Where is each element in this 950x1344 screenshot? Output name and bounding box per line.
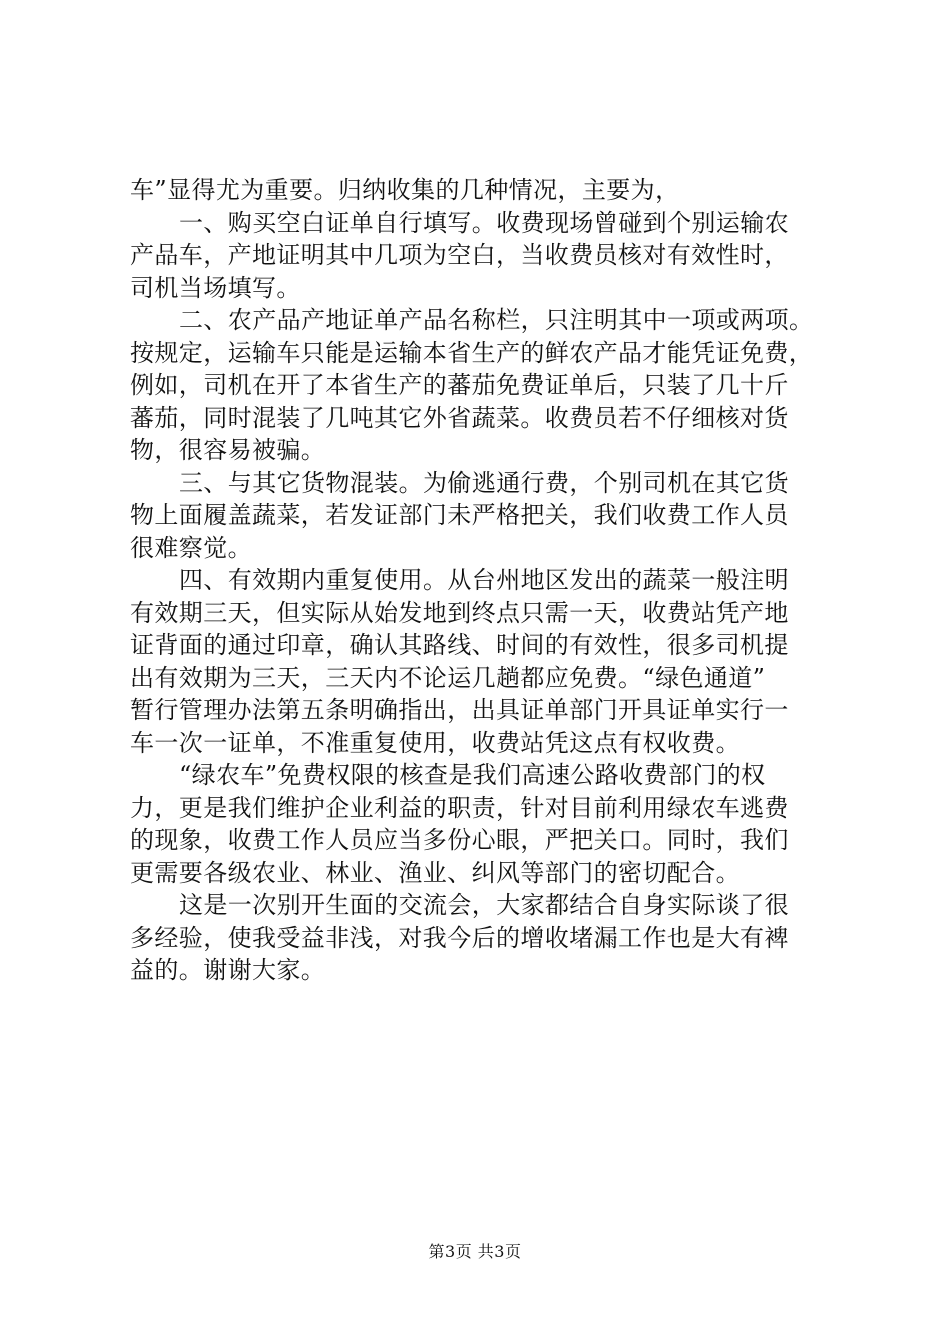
- text-line: 多经验，使我受益非浅，对我今后的增收堵漏工作也是大有裨: [130, 923, 789, 952]
- text-line: 一、购买空白证单自行填写。收费现场曾碰到个别运输农: [179, 208, 789, 237]
- text-line: 二、农产品产地证单产品名称栏，只注明其中一项或两项。: [179, 306, 814, 334]
- text-line: 例如，司机在开了本省生产的蕃茄免费证单后，只装了几十斤: [130, 371, 789, 399]
- text-line: 力，更是我们维护企业利益的职责，针对目前利用绿农车逃费: [130, 793, 789, 822]
- text-line: 很难察觉。: [130, 533, 252, 562]
- text-line: 有效期三天，但实际从始发地到终点只需一天，收费站凭产地: [130, 598, 789, 627]
- text-line: “绿农车”免费权限的核查是我们高速公路收费部门的权: [179, 761, 766, 789]
- text-line: 暂行管理办法第五条明确指出，出具证单部门开具证单实行一: [130, 696, 789, 724]
- text-line: 证背面的通过印章，确认其路线、时间的有效性，很多司机提: [130, 631, 789, 659]
- text-line: 三、与其它货物混装。为偷逃通行费，个别司机在其它货: [179, 468, 789, 497]
- text-line: 这是一次别开生面的交流会，大家都结合自身实际谈了很: [179, 891, 789, 919]
- text-line: 车一次一证单，不准重复使用，收费站凭这点有权收费。: [130, 728, 740, 757]
- text-line: 物，很容易被骗。: [130, 436, 326, 464]
- text-line: 司机当场填写。: [130, 273, 301, 302]
- text-line: 益的。谢谢大家。: [130, 956, 326, 984]
- body-text: [130, 174, 846, 987]
- text-line: 出有效期为三天，三天内不论运几趟都应免费。“绿色通道”: [130, 663, 766, 692]
- page-footer: 第3页 共3页: [428, 1242, 522, 1261]
- text-line: 蕃茄，同时混装了几吨其它外省蔬菜。收费员若不仔细核对货: [130, 403, 789, 432]
- text-line: 按规定，运输车只能是运输本省生产的鲜农产品才能凭证免费，: [130, 338, 814, 367]
- text-line: 产品车，产地证明其中几项为空白，当收费员核对有效性时，: [130, 241, 789, 269]
- text-line: 物上面履盖蔬菜，若发证部门未严格把关，我们收费工作人员: [130, 501, 789, 529]
- text-line: 的现象，收费工作人员应当多份心眼，严把关口。同时，我们: [130, 826, 789, 854]
- text-line: 更需要各级农业、林业、渔业、纠风等部门的密切配合。: [130, 858, 740, 887]
- text-line: 四、有效期内重复使用。从台州地区发出的蔬菜一般注明: [179, 566, 789, 594]
- text-line: 车”显得尤为重要。归纳收集的几种情况，主要为，: [130, 176, 680, 204]
